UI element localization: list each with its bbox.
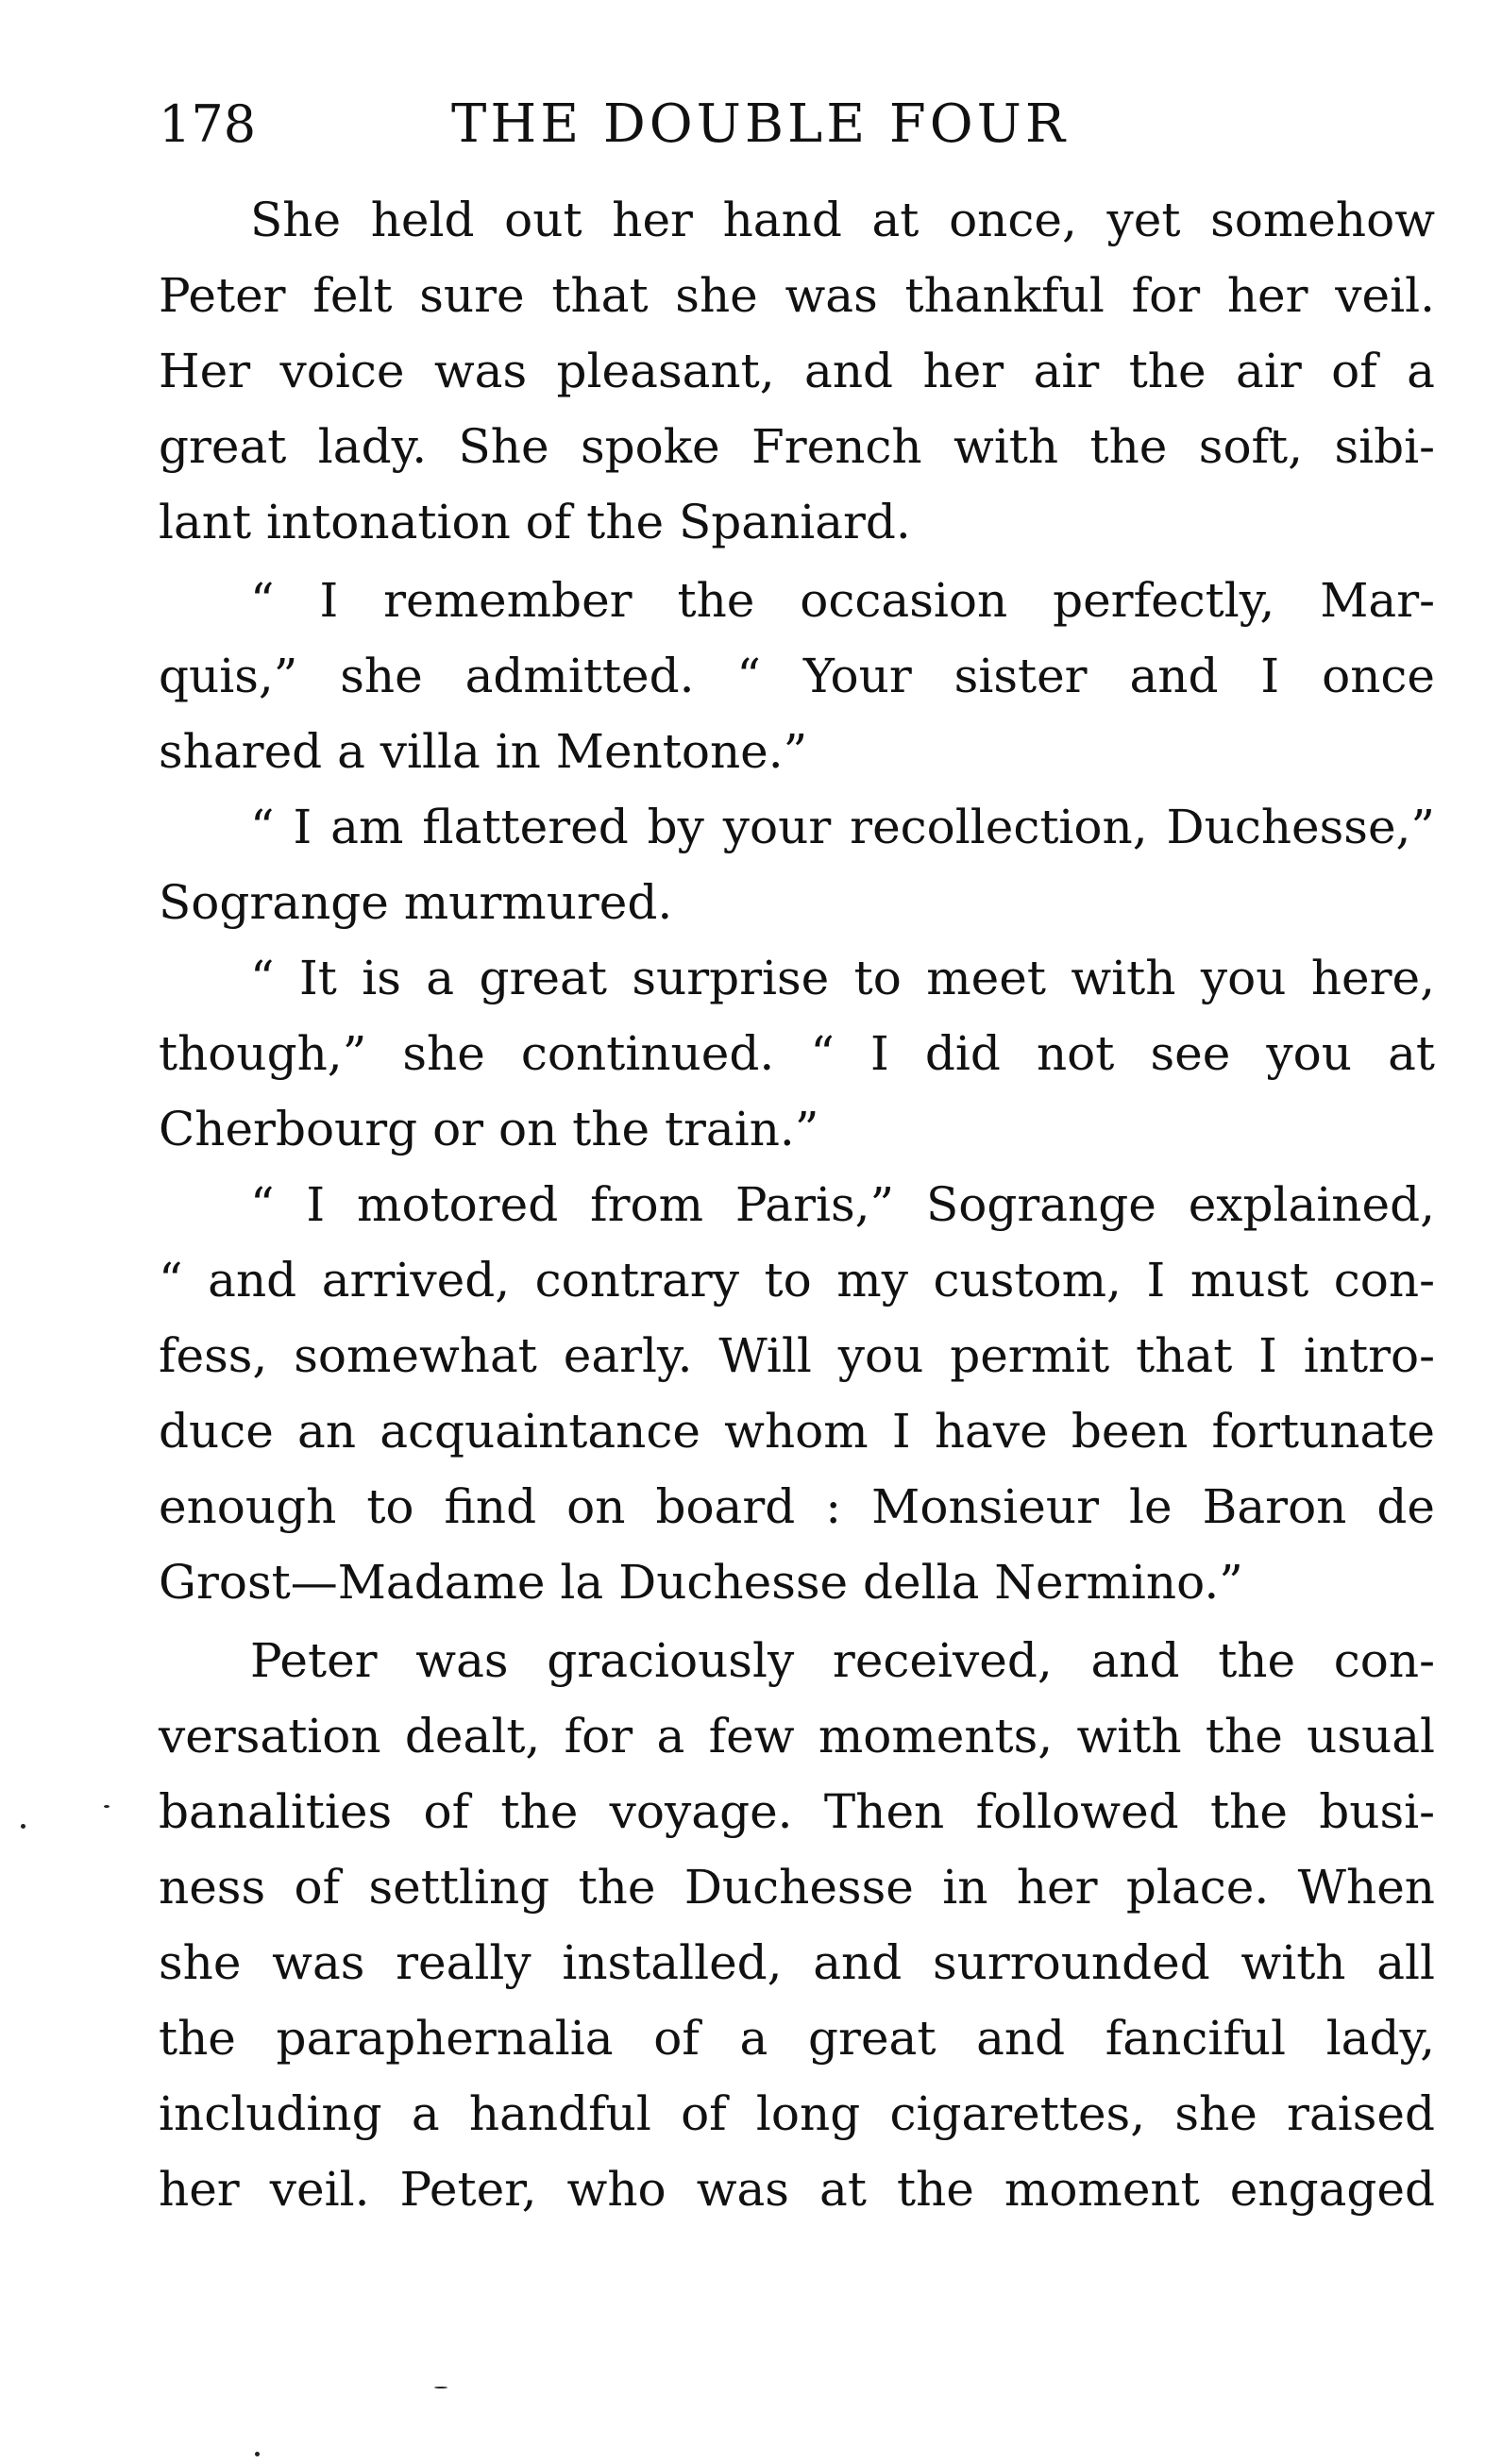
text-line: quis,” she admitted. “ Your sister and I once: [159, 649, 1435, 703]
running-title: THE DOUBLE FOUR: [451, 93, 1070, 155]
text-line: “ I am flattered by your recollection, Duchesse,”: [250, 800, 1435, 854]
text-line: She held out her hand at once, yet somehow: [250, 193, 1435, 247]
text-line: Cherbourg or on the train.”: [159, 1102, 819, 1156]
text-line: enough to find on board : Monsieur le Baron de: [159, 1479, 1435, 1534]
page-header: [159, 87, 1433, 162]
text-line: “ I remember the occasion perfectly, Mar-: [250, 573, 1435, 628]
text-line: though,” she continued. “ I did not see you at: [159, 1026, 1435, 1081]
text-line: Sogrange murmured.: [159, 875, 673, 930]
text-line: Her voice was pleasant, and her air the air of a: [159, 344, 1435, 398]
text-line: Peter felt sure that she was thankful for her veil.: [159, 268, 1435, 323]
text-line: duce an acquaintance whom I have been fortunate: [159, 1404, 1435, 1459]
text-line: versation dealt, for a few moments, with the usual: [159, 1709, 1435, 1764]
text-line: Grost—Madame la Duchesse della Nermino.”: [159, 1555, 1243, 1610]
page-number: 178: [159, 94, 257, 154]
text-line: ness of settling the Duchesse in her place. When: [159, 1860, 1435, 1915]
text-line: “ and arrived, contrary to my custom, I must con-: [159, 1253, 1435, 1308]
text-line: great lady. She spoke French with the soft, sibi-: [159, 419, 1435, 474]
scan-speck: [21, 1824, 25, 1829]
text-line: her veil. Peter, who was at the moment engaged: [159, 2162, 1435, 2217]
text-line: fess, somewhat early. Will you permit that I intro-: [159, 1328, 1435, 1383]
text-line: including a handful of long cigarettes, she raised: [159, 2086, 1435, 2141]
text-line: “ It is a great surprise to meet with you here,: [250, 951, 1435, 1005]
text-line: “ I motored from Paris,” Sogrange explained,: [250, 1177, 1435, 1232]
scan-speck: [434, 2387, 447, 2388]
text-line: banalities of the voyage. Then followed the busi-: [159, 1784, 1435, 1839]
body-text: [159, 182, 1435, 2227]
scan-speck: [255, 2452, 260, 2456]
text-line: she was really installed, and surrounded with all: [159, 1935, 1435, 1990]
text-line: the paraphernalia of a great and fanciful lady,: [159, 2011, 1435, 2066]
text-line: shared a villa in Mentone.”: [159, 724, 808, 779]
text-line: Peter was graciously received, and the con-: [250, 1633, 1435, 1688]
scan-speck: [104, 1805, 110, 1808]
text-line: lant intonation of the Spaniard.: [159, 495, 911, 549]
